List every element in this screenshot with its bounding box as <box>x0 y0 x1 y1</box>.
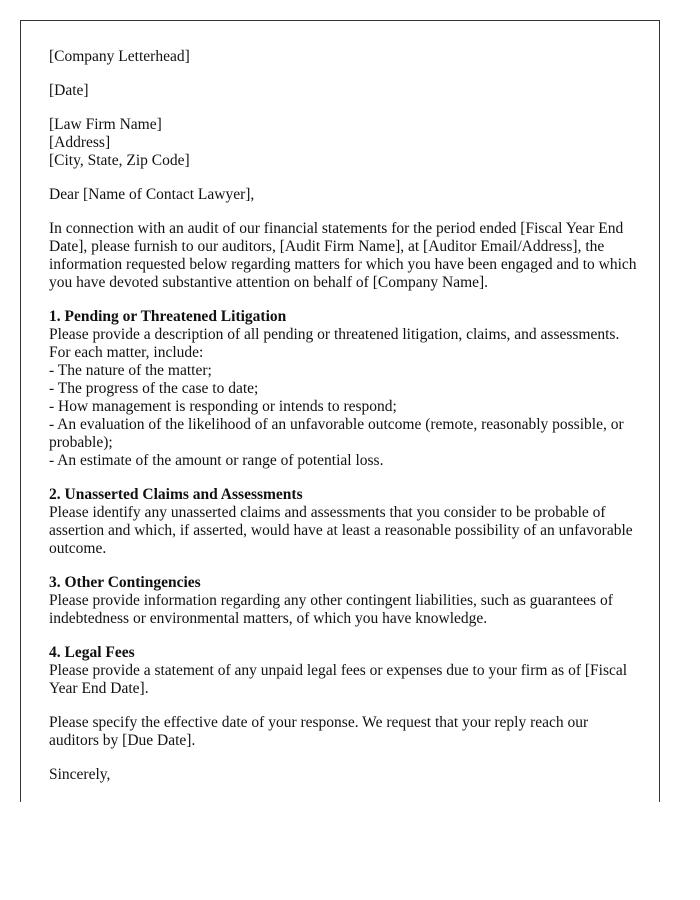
section-title: 2. Unasserted Claims and Assessments <box>49 486 303 503</box>
list-item: - The nature of the matter; <box>49 362 212 379</box>
section-title: 4. Legal Fees <box>49 644 135 661</box>
recipient-address: [Address] <box>49 134 111 151</box>
closing-request: Please specify the effective date of your response. We request that your reply reach our auditors by [Due Date]. <box>49 714 589 749</box>
section-body: Please provide information regarding any other contingent liabilities, such as guarantees of indebtedness or environmental matters, of which you have knowledge. <box>49 592 613 627</box>
section-other-contingencies <box>49 574 639 628</box>
letter-page <box>20 20 660 802</box>
section-body: Please identify any unasserted claims and assessments that you consider to be probable of assertion and which, if asserted, would have at least a reasonable possibility of an unfavorable outcome. <box>49 504 633 557</box>
section-title: 1. Pending or Threatened Litigation <box>49 308 287 325</box>
section-body: Please provide a statement of any unpaid legal fees or expenses due to your firm as of [Fiscal Year End Date]. <box>49 662 628 697</box>
salutation: Dear [Name of Contact Lawyer], <box>49 186 255 203</box>
letter-date: [Date] <box>49 82 89 99</box>
recipient-block <box>49 116 639 170</box>
list-item: - An evaluation of the likelihood of an unfavorable outcome (remote, reasonably possible, or probable); <box>49 416 624 451</box>
list-item: - An estimate of the amount or range of potential loss. <box>49 452 384 469</box>
section-body: Please provide a description of all pending or threatened litigation, claims, and assessments. For each matter, include: <box>49 326 620 361</box>
sign-off: Sincerely, <box>49 766 111 783</box>
section-title: 3. Other Contingencies <box>49 574 201 591</box>
company-letterhead: [Company Letterhead] <box>49 48 190 65</box>
section-unasserted-claims <box>49 486 639 558</box>
section-legal-fees <box>49 644 639 698</box>
list-item: - How management is responding or intends to respond; <box>49 398 397 415</box>
list-item: - The progress of the case to date; <box>49 380 259 397</box>
intro-paragraph: In connection with an audit of our financial statements for the period ended [Fiscal Year End Date], please furnish to our auditors, [Audit Firm Name], at [Auditor Email/Address], the information requested below regarding matters for which you have been engaged and to which you have devoted substantive attention on behalf of [Company Name]. <box>49 220 637 291</box>
letter-body <box>49 48 639 800</box>
section-pending-litigation <box>49 308 639 470</box>
recipient-firm-name: [Law Firm Name] <box>49 116 162 133</box>
recipient-city-state-zip: [City, State, Zip Code] <box>49 152 190 169</box>
